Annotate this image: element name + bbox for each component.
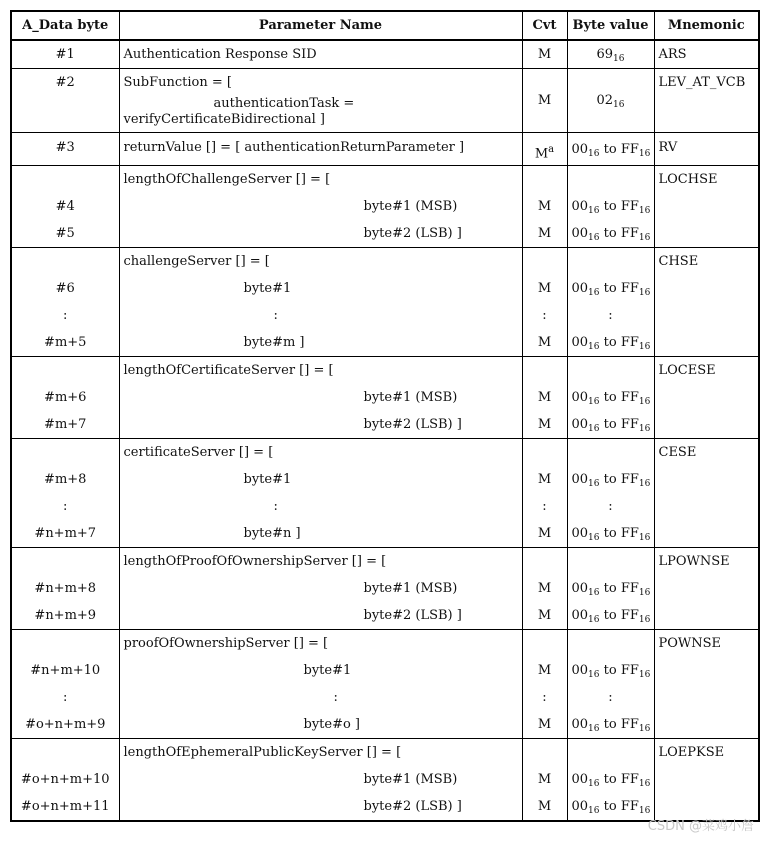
cvt-cell: M xyxy=(537,717,552,732)
table-row xyxy=(11,69,759,133)
adata-cell: #6 xyxy=(55,281,75,296)
adata-cell: #n+m+10 xyxy=(30,663,101,678)
cvt-cell: M xyxy=(537,799,552,814)
header-mnemonic: Mnemonic xyxy=(654,11,759,40)
table-row xyxy=(11,133,759,166)
param-cell: byte#1 (MSB) xyxy=(363,390,458,405)
adata-cell: #n+m+7 xyxy=(34,526,97,541)
param-cell: lengthOfChallengeServer [] = [ xyxy=(123,172,331,187)
adata-cell: #m+6 xyxy=(44,390,87,405)
table-row xyxy=(11,248,759,357)
byte-value-cell: $00_{16}$ to $FF_{16}$ xyxy=(571,799,651,816)
cvt-cell: M xyxy=(537,47,552,62)
cvt-cell: M xyxy=(537,472,552,487)
cvt-cell: M xyxy=(537,608,552,623)
byte-value-cell: $00_{16}$ to $FF_{16}$ xyxy=(571,281,651,298)
adata-cell: : xyxy=(63,499,68,514)
table-row xyxy=(11,166,759,248)
cvt-cell: : xyxy=(542,499,547,514)
adata-cell: #m+5 xyxy=(44,335,87,350)
cvt-cell: M xyxy=(537,226,552,241)
param-cell: proofOfOwnershipServer [] = [ xyxy=(123,636,329,651)
byte-value-cell: $00_{16}$ to $FF_{16}$ xyxy=(571,526,651,543)
param-cell: byte#m ] xyxy=(243,335,305,350)
adata-cell: #n+m+8 xyxy=(34,581,97,596)
param-cell: byte#1 xyxy=(243,281,292,296)
cvt-cell: M xyxy=(537,663,552,678)
mnemonic-cell: LOCHSE xyxy=(658,172,718,187)
param-cell: byte#2 (LSB) ] xyxy=(363,608,462,623)
adata-cell: : xyxy=(63,690,68,705)
byte-value-cell: $00_{16}$ to $FF_{16}$ xyxy=(571,417,651,434)
param-cell: byte#1 xyxy=(243,472,292,487)
byte-value-cell: $00_{16}$ to $FF_{16}$ xyxy=(571,581,651,598)
adata-cell: #1 xyxy=(55,47,75,62)
byte-value-cell: : xyxy=(608,308,613,323)
param-cell: lengthOfEphemeralPublicKeyServer [] = [ xyxy=(123,745,402,760)
adata-cell: #2 xyxy=(55,75,75,90)
byte-value-cell: $02_{16}$ xyxy=(596,93,625,110)
byte-value-cell: $00_{16}$ to $FF_{16}$ xyxy=(571,199,651,216)
param-cell: byte#n ] xyxy=(243,526,301,541)
mnemonic-cell: LEV_AT_VCB xyxy=(658,75,746,90)
param-cell: : xyxy=(273,499,278,514)
param-cell: certificateServer [] = [ xyxy=(123,445,274,460)
byte-value-cell: $69_{16}$ xyxy=(596,47,625,64)
param-cell: byte#1 (MSB) xyxy=(363,772,458,787)
param-cell: byte#1 (MSB) xyxy=(363,199,458,214)
header-cvt: Cvt xyxy=(522,11,567,40)
param-cell: byte#1 xyxy=(303,663,352,678)
mnemonic-cell: LOCESE xyxy=(658,363,716,378)
param-cell: authenticationTask = verifyCertificateBidirectional ] xyxy=(123,96,355,127)
adata-cell: #o+n+m+9 xyxy=(25,717,106,732)
cvt-cell: $M^a$ xyxy=(534,144,555,162)
param-cell: challengeServer [] = [ xyxy=(123,254,270,269)
header-adata: A_Data byte xyxy=(11,11,119,40)
byte-value-cell: $00_{16}$ to $FF_{16}$ xyxy=(571,608,651,625)
table-row xyxy=(11,630,759,739)
cvt-cell: : xyxy=(542,308,547,323)
param-cell: : xyxy=(333,690,338,705)
cvt-cell: M xyxy=(537,772,552,787)
param-cell: byte#1 (MSB) xyxy=(363,581,458,596)
param-cell: SubFunction = [ xyxy=(123,75,232,90)
byte-value-cell: : xyxy=(608,499,613,514)
param-cell: byte#2 (LSB) ] xyxy=(363,799,462,814)
byte-value-cell: $00_{16}$ to $FF_{16}$ xyxy=(571,472,651,489)
byte-value-cell: $00_{16}$ to $FF_{16}$ xyxy=(571,717,651,734)
cvt-cell: M xyxy=(537,581,552,596)
cvt-cell: M xyxy=(537,335,552,350)
header-byte-value: Byte value xyxy=(567,11,654,40)
cvt-cell: : xyxy=(542,690,547,705)
table-header-row xyxy=(11,11,759,40)
adata-cell: #m+7 xyxy=(44,417,87,432)
byte-value-cell: $00_{16}$ to $FF_{16}$ xyxy=(571,335,651,352)
parameter-table xyxy=(10,10,760,822)
adata-cell: #4 xyxy=(55,199,75,214)
byte-value-cell: $00_{16}$ to $FF_{16}$ xyxy=(571,390,651,407)
table-row xyxy=(11,357,759,439)
header-param: Parameter Name xyxy=(119,11,522,40)
table-row xyxy=(11,739,759,822)
cvt-cell: M xyxy=(537,417,552,432)
mnemonic-cell: CESE xyxy=(658,445,697,460)
adata-cell: #n+m+9 xyxy=(34,608,97,623)
byte-value-cell: $00_{16}$ to $FF_{16}$ xyxy=(571,663,651,680)
mnemonic-cell: RV xyxy=(658,140,678,155)
mnemonic-cell: LOEPKSE xyxy=(658,745,725,760)
mnemonic-cell: LPOWNSE xyxy=(658,554,730,569)
param-cell: : xyxy=(273,308,278,323)
adata-cell: : xyxy=(63,308,68,323)
table-row xyxy=(11,439,759,548)
mnemonic-cell: POWNSE xyxy=(658,636,722,651)
param-cell: lengthOfCertificateServer [] = [ xyxy=(123,363,334,378)
param-cell: lengthOfProofOfOwnershipServer [] = [ xyxy=(123,554,387,569)
adata-cell: #3 xyxy=(55,140,75,155)
param-cell: Authentication Response SID xyxy=(123,47,317,62)
cvt-cell: M xyxy=(537,526,552,541)
param-cell: byte#2 (LSB) ] xyxy=(363,226,462,241)
byte-value-cell: $00_{16}$ to $FF_{16}$ xyxy=(571,226,651,243)
adata-cell: #m+8 xyxy=(44,472,87,487)
table-row xyxy=(11,40,759,69)
csdn-watermark: CSDN @菜鸡小詹 xyxy=(647,819,754,834)
param-cell: byte#o ] xyxy=(303,717,361,732)
cvt-cell: M xyxy=(537,93,552,108)
param-cell: returnValue [] = [ authenticationReturnParameter ] xyxy=(123,140,465,155)
adata-cell: #5 xyxy=(55,226,75,241)
mnemonic-cell: CHSE xyxy=(658,254,699,269)
cvt-cell: M xyxy=(537,390,552,405)
byte-value-cell: $00_{16}$ to $FF_{16}$ xyxy=(571,142,651,159)
byte-value-cell: $00_{16}$ to $FF_{16}$ xyxy=(571,772,651,789)
param-cell: byte#2 (LSB) ] xyxy=(363,417,462,432)
byte-value-cell: : xyxy=(608,690,613,705)
adata-cell: #o+n+m+10 xyxy=(20,772,110,787)
table-row xyxy=(11,548,759,630)
cvt-cell: M xyxy=(537,281,552,296)
adata-cell: #o+n+m+11 xyxy=(20,799,110,814)
mnemonic-cell: ARS xyxy=(658,47,687,62)
cvt-cell: M xyxy=(537,199,552,214)
